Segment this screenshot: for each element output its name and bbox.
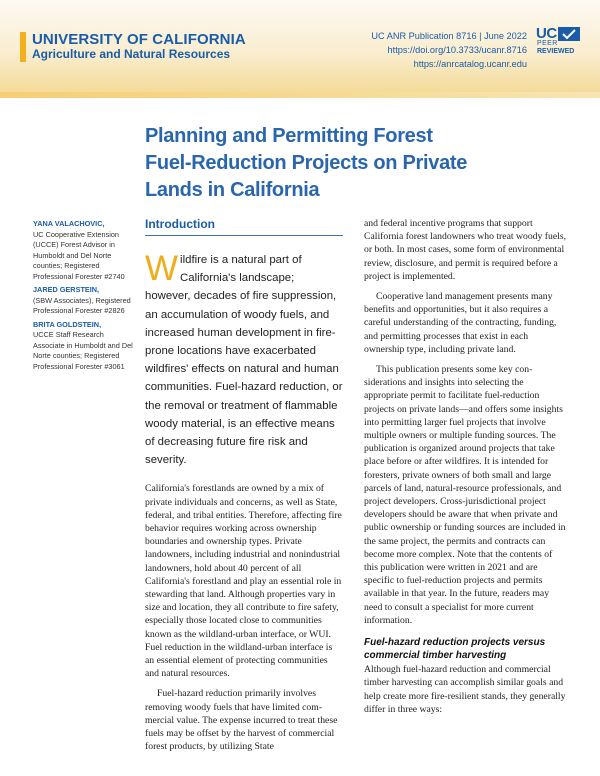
author-desc: UCCE Staff Research Associate in Humboldt and Del Norte counties; Registered Professional Forester #3061: [33, 330, 133, 371]
doi-link[interactable]: https://doi.org/10.3733/ucanr.8716: [387, 45, 527, 55]
peer-badge-reviewed: REVIEWED: [537, 48, 575, 55]
peer-badge-uc: UC: [536, 25, 557, 42]
author-entry: [33, 219, 133, 282]
peer-badge-peer: PEER: [537, 40, 558, 47]
author-list: [33, 219, 133, 375]
body-paragraph: and federal incentive programs that support California forest landowners who treat woody fuels, or both. In most cases, some form of environmental review, disclosure, and permit is required before a project is implemented.: [364, 218, 567, 282]
publication-line: UC ANR Publication 8716 | June 2022: [371, 31, 527, 41]
body-paragraph: This publication presents some key considerations and insights into selecting the appropriate permit to facilitate fuel-reduction projects on private lands—and offers some insights into permitting larger fuel projects that involve multiple owners or multiple funding sources. The publication is organized around projects that take place before or after wildfires. It is intended for foresters, private owners of both small and large parcels of land, natural-resource professionals, and project developers. Cross-jurisdictional project developers should be aware that when private and public ownership or funding sources are included in the same project, the permits and contracts can become more complex. Note that the contents of this publication were written in 2021 and are specific to fuel-reduction projects and permits available in that year. In the future, readers may need to consult a specialist for more current information.: [364, 364, 566, 626]
checkmark-icon: [558, 27, 580, 41]
body-paragraph: Fuel-hazard reduction primarily involves removing woody fuels that have limited commercial value. The expense incurred to treat these fuels may be offset by the harvest of commercial forest products, by utilizing State: [145, 688, 338, 753]
body-paragraph: Cooperative land management presents many benefits and opportunities, but it also requires a careful understanding of the contracting, funding, and permitting processes that exist in each ownership type, including private land.: [364, 291, 557, 355]
org-name[interactable]: UNIVERSITY OF CALIFORNIA: [32, 31, 246, 48]
header-divider: [0, 92, 600, 98]
author-name: YANA VALACHOVIC,: [33, 219, 105, 228]
section-heading-introduction: Introduction: [145, 217, 343, 236]
author-entry: [33, 285, 133, 317]
title-line-2: Fuel-Reduction Projects on Private: [145, 152, 468, 174]
publication-info: [371, 29, 527, 71]
column-1: [145, 217, 343, 761]
author-name: BRITA GOLDSTEIN,: [33, 319, 102, 329]
intro-paragraph: [145, 251, 343, 469]
title-line-1: Planning and Permitting Forest: [145, 125, 433, 147]
author-name: JARED GERSTEIN,: [33, 285, 100, 294]
subsection-heading: Fuel-hazard reduction projects versus commercial timber harvesting: [364, 637, 546, 661]
author-entry: [33, 320, 133, 373]
catalog-link[interactable]: https://anrcatalog.ucanr.edu: [413, 59, 527, 69]
body-paragraph: Although fuel-hazard reduction and commercial timber harvesting can accomplish similar goals and help create more fire-resilient stands, they generally differ in three ways:: [364, 664, 566, 715]
intro-lead-text: ildfire is a natural part of California's landscape; however, decades of fire suppression, an accumulation of woody fuels, and increased human development in fire-prone locations have exacerbated wildfires' effects on natural and human communities. Fuel-hazard reduction, or the removal or treatment of flammable woody material, is an effective means of decreasing future fire risk and severity.: [145, 254, 343, 467]
org-division: Agriculture and Natural Resources: [32, 47, 231, 61]
column-2: [364, 217, 568, 723]
page-title: [145, 123, 475, 204]
author-desc: UC Cooperative Extension (UCCE) Forest Advisor in Humboldt and Del Norte counties; Registered Professional Forester #2740: [33, 229, 125, 281]
peer-reviewed-badge: [536, 25, 580, 69]
uc-logo-bar: [20, 32, 26, 62]
author-desc: (SBW Associates), Registered Professional Forester #2826: [33, 295, 131, 315]
title-line-3: Lands in California: [145, 179, 320, 201]
body-paragraph: California's forestlands are owned by a mix of private individuals and concerns, as well as State, federal, and tribal entities. Therefore, affecting fire behavior requires working across ownership boundaries and ownership types. Private landowners, including industrial and nonindustrial landowners, hold about 40 percent of all California's forestland and play an essential role in stewarding that land. Although properties vary in size and location, they all contribute to fire safety, especially those located close to communities known as the wildland-urban interface, or WUI. Fuel reduction in the wildland-urban interface is an essential element of protecting communities and natural resources.: [145, 483, 342, 680]
drop-cap: W: [145, 249, 179, 288]
